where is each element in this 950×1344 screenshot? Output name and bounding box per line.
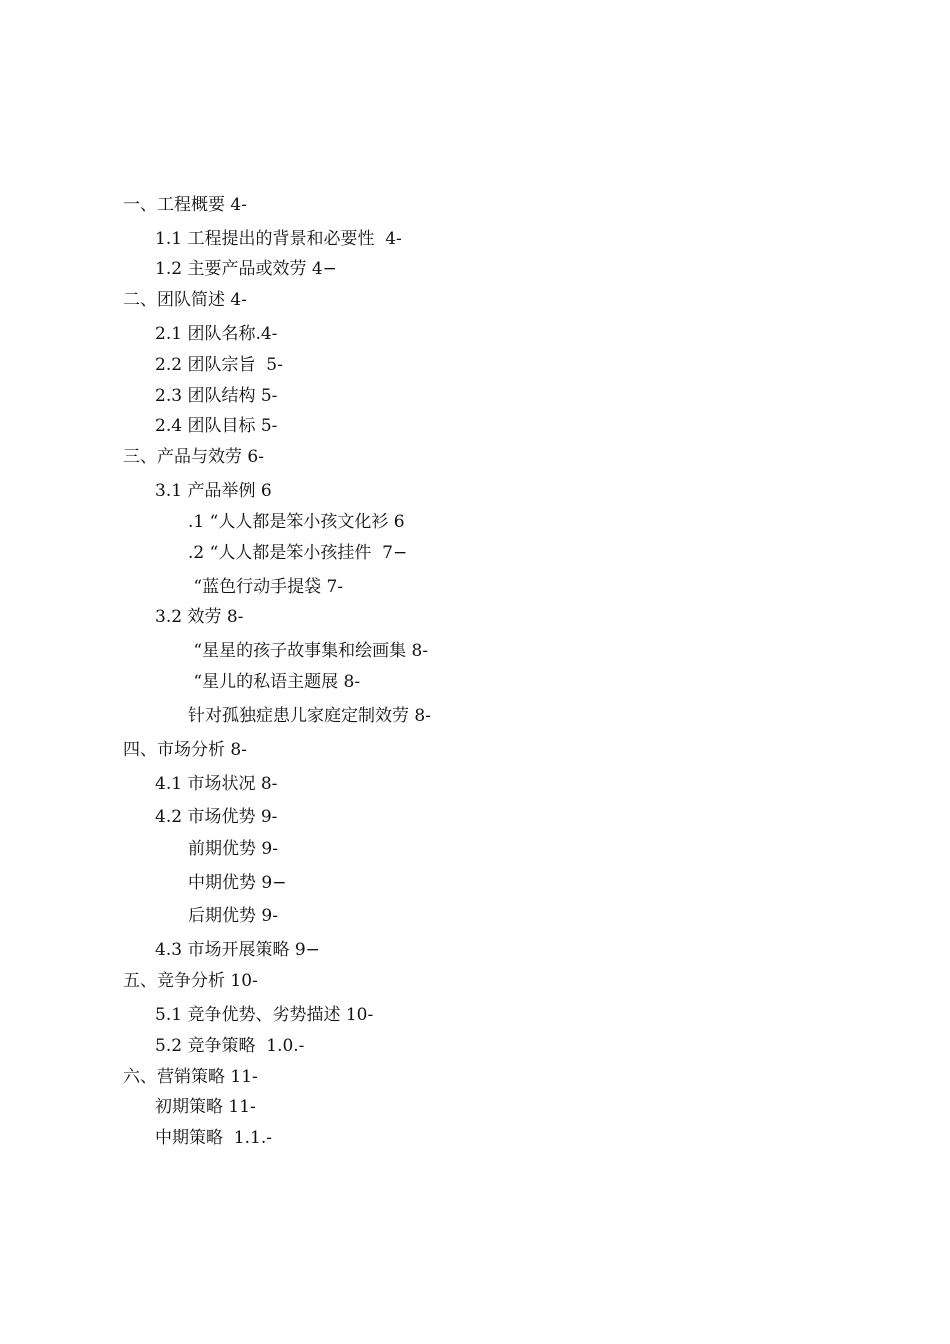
toc-entry-3-1-1: .1 “人人都是笨小孩文化衫 6 [188,512,405,532]
toc-entry-3-2-2: “星儿的私语主题展 8- [188,672,361,692]
toc-section-6: 六、营销策略 11- [123,1067,258,1087]
toc-section-3: 三、产品与效劳 6- [123,447,264,467]
toc-entry-3-1-2: .2 “人人都是笨小孩挂件 7− [188,543,408,563]
toc-entry-4-2-2: 中期优势 9− [188,873,287,893]
toc-entry-3-2: 3.2 效劳 8- [155,607,244,627]
toc-entry-2-1: 2.1 团队名称.4- [155,324,278,344]
toc-section-5: 五、竞争分析 10- [123,971,258,991]
toc-entry-5-1: 5.1 竞争优势、劣势描述 10- [155,1005,374,1025]
toc-entry-3-2-1: “星星的孩子故事集和绘画集 8- [188,641,429,661]
toc-entry-4-1: 4.1 市场状况 8- [155,774,278,794]
toc-section-2: 二、团队简述 4- [123,290,247,310]
toc-entry-4-2: 4.2 市场优势 9- [155,807,278,827]
toc-entry-3-2-3: 针对孤独症患儿家庭定制效劳 8- [188,706,431,726]
toc-section-4: 四、市场分析 8- [123,740,247,760]
toc-section-1: 一、工程概要 4- [123,195,247,215]
toc-entry-2-4: 2.4 团队目标 5- [155,416,278,436]
toc-entry-2-3: 2.3 团队结构 5- [155,386,278,406]
toc-entry-4-2-3: 后期优势 9- [188,906,278,926]
toc-entry-2-2: 2.2 团队宗旨 5- [155,355,283,375]
toc-entry-4-3: 4.3 市场开展策略 9− [155,940,320,960]
toc-entry-3-1-3: “蓝色行动手提袋 7- [188,577,344,597]
toc-entry-4-2-1: 前期优势 9- [188,839,278,859]
toc-entry-5-2: 5.2 竞争策略 1.0.- [155,1036,305,1056]
toc-entry-1-2: 1.2 主要产品或效劳 4− [155,259,337,279]
toc-entry-3-1: 3.1 产品举例 6 [155,481,272,501]
toc-entry-6-1: 初期策略 11- [155,1097,256,1117]
toc-entry-1-1: 1.1 工程提出的背景和必要性 4- [155,229,402,249]
toc-entry-6-2: 中期策略 1.1.- [155,1128,272,1148]
